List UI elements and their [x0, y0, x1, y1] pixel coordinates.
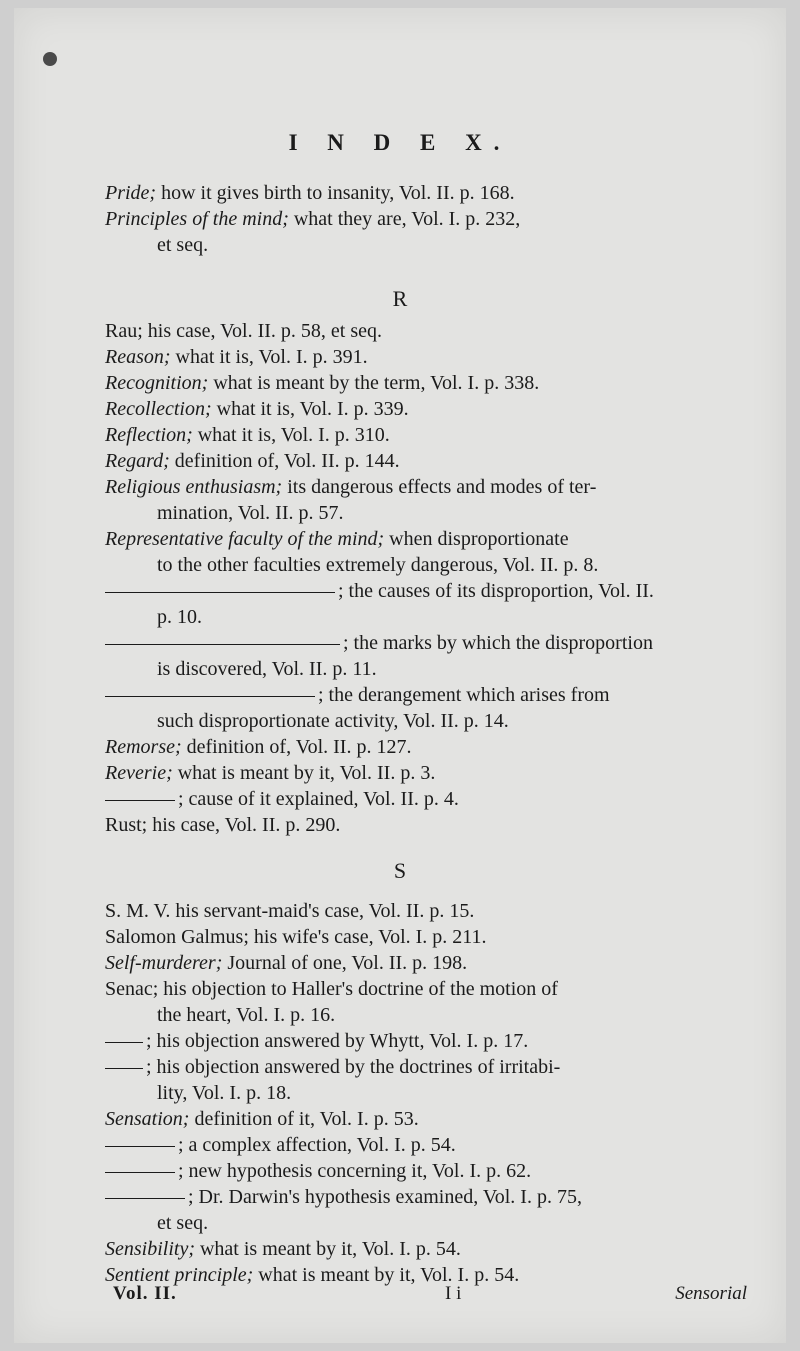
index-text: definition of it, Vol. I. p. 53. — [189, 1108, 419, 1130]
index-entry — [105, 924, 745, 950]
index-term: Sensibility; — [105, 1238, 195, 1260]
ditto-dash — [105, 1172, 175, 1173]
index-entry — [105, 1002, 745, 1028]
index-term: Sentient principle; — [105, 1264, 254, 1286]
index-entry — [105, 422, 745, 448]
index-entry — [105, 1158, 745, 1184]
index-entry — [105, 682, 745, 708]
index-text: ; the marks by which the disproportion — [343, 632, 653, 654]
index-entry — [105, 1184, 745, 1210]
index-text: what it is, Vol. I. p. 391. — [170, 346, 368, 368]
index-text: what it is, Vol. I. p. 339. — [211, 398, 409, 420]
index-text: lity, Vol. I. p. 18. — [157, 1082, 292, 1104]
index-text: how it gives birth to insanity, Vol. II. p. 168. — [156, 182, 515, 204]
index-term: Representative faculty of the mind; — [105, 528, 385, 550]
index-text: ; his objection answered by Whytt, Vol. I. p. 17. — [146, 1030, 529, 1052]
index-entry — [105, 976, 745, 1002]
index-entry — [105, 448, 745, 474]
index-text: ; the derangement which arises from — [318, 684, 610, 706]
index-entry — [105, 1132, 745, 1158]
index-term: Recognition; — [105, 372, 209, 394]
index-entry — [105, 370, 745, 396]
index-entry — [105, 318, 745, 344]
index-text: et seq. — [157, 234, 209, 256]
section-letter-r: R — [392, 286, 408, 311]
ditto-dash — [105, 644, 340, 645]
index-text: ; a complex affection, Vol. I. p. 54. — [178, 1134, 456, 1156]
index-entry — [105, 1054, 745, 1080]
index-block-p — [105, 180, 745, 258]
index-entry — [105, 734, 745, 760]
index-text: ; new hypothesis concerning it, Vol. I. p. 62. — [178, 1160, 532, 1182]
index-term: Reverie; — [105, 762, 173, 784]
index-text: what it is, Vol. I. p. 310. — [192, 424, 390, 446]
ditto-dash — [105, 1068, 143, 1069]
index-text: such disproportionate activity, Vol. II. p. 14. — [157, 710, 509, 732]
index-entry — [105, 630, 745, 656]
index-text: is discovered, Vol. II. p. 11. — [157, 658, 377, 680]
index-term: Self-murderer; — [105, 952, 223, 974]
index-text: what is meant by it, Vol. I. p. 54. — [253, 1264, 520, 1286]
index-text: Senac; his objection to Haller's doctrine of the motion of — [105, 978, 558, 1000]
index-text: what is meant by it, Vol. II. p. 3. — [172, 762, 436, 784]
ink-speck — [43, 52, 57, 66]
index-text: Rust; his case, Vol. II. p. 290. — [105, 814, 341, 836]
index-entry — [105, 604, 745, 630]
index-text: ; Dr. Darwin's hypothesis examined, Vol. I. p. 75, — [188, 1186, 582, 1208]
index-entry — [105, 708, 745, 734]
index-text: its dangerous effects and modes of ter- — [282, 476, 597, 498]
footer-signature: I i — [445, 1283, 462, 1304]
index-entry — [105, 1080, 745, 1106]
index-term: Reflection; — [105, 424, 193, 446]
index-entry — [105, 950, 745, 976]
index-text: definition of, Vol. II. p. 144. — [169, 450, 400, 472]
page-heading: I N D E X. — [288, 130, 512, 155]
index-entry — [105, 656, 745, 682]
index-text: Journal of one, Vol. II. p. 198. — [222, 952, 468, 974]
index-term: Religious enthusiasm; — [105, 476, 283, 498]
ditto-dash — [105, 1042, 143, 1043]
index-term: Regard; — [105, 450, 170, 472]
index-text: Rau; his case, Vol. II. p. 58, et seq. — [105, 320, 383, 342]
index-entry — [105, 526, 745, 552]
index-entry — [105, 1236, 745, 1262]
index-entry — [105, 1106, 745, 1132]
ditto-dash — [105, 1198, 185, 1199]
index-entry — [105, 578, 745, 604]
index-text: what they are, Vol. I. p. 232, — [288, 208, 521, 230]
index-text: the heart, Vol. I. p. 16. — [157, 1004, 336, 1026]
index-text: Salomon Galmus; his wife's case, Vol. I. p. 211. — [105, 926, 487, 948]
index-entry — [105, 786, 745, 812]
index-text: ; cause of it explained, Vol. II. p. 4. — [178, 788, 459, 810]
index-term: Sensation; — [105, 1108, 190, 1130]
index-text: S. M. V. his servant-maid's case, Vol. II. p. 15. — [105, 900, 475, 922]
ditto-dash — [105, 800, 175, 801]
index-block-s — [105, 898, 745, 1288]
index-entry — [105, 500, 745, 526]
index-term: Recollection; — [105, 398, 212, 420]
index-text: mination, Vol. II. p. 57. — [157, 502, 344, 524]
page-footer — [105, 1283, 747, 1309]
index-block-r — [105, 318, 745, 838]
index-text: when disproportionate — [384, 528, 569, 550]
index-text: to the other faculties extremely dangerous, Vol. II. p. 8. — [157, 554, 599, 576]
footer-catchword: Sensorial — [675, 1283, 747, 1304]
index-entry — [105, 1210, 745, 1236]
index-term: Pride; — [105, 182, 157, 204]
index-entry — [105, 206, 745, 232]
index-text: definition of, Vol. II. p. 127. — [181, 736, 412, 758]
index-entry — [105, 344, 745, 370]
index-text: ; his objection answered by the doctrines of irritabi- — [146, 1056, 561, 1078]
index-text: what is meant by the term, Vol. I. p. 338. — [208, 372, 540, 394]
index-text: et seq. — [157, 1212, 209, 1234]
index-term: Reason; — [105, 346, 171, 368]
index-entry — [105, 898, 745, 924]
ditto-dash — [105, 1146, 175, 1147]
index-text: ; the causes of its disproportion, Vol. II. — [338, 580, 654, 602]
index-entry — [105, 180, 745, 206]
index-entry — [105, 474, 745, 500]
section-letter-s: S — [393, 858, 407, 883]
index-entry — [105, 396, 745, 422]
index-term: Principles of the mind; — [105, 208, 289, 230]
index-entry — [105, 232, 745, 258]
index-text: what is meant by it, Vol. I. p. 54. — [194, 1238, 461, 1260]
ditto-dash — [105, 592, 335, 593]
index-entry — [105, 1028, 745, 1054]
index-entry — [105, 812, 745, 838]
index-term: Remorse; — [105, 736, 182, 758]
ditto-dash — [105, 696, 315, 697]
footer-volume: Vol. II. — [113, 1283, 177, 1304]
index-entry — [105, 552, 745, 578]
index-entry — [105, 760, 745, 786]
index-text: p. 10. — [157, 606, 202, 628]
